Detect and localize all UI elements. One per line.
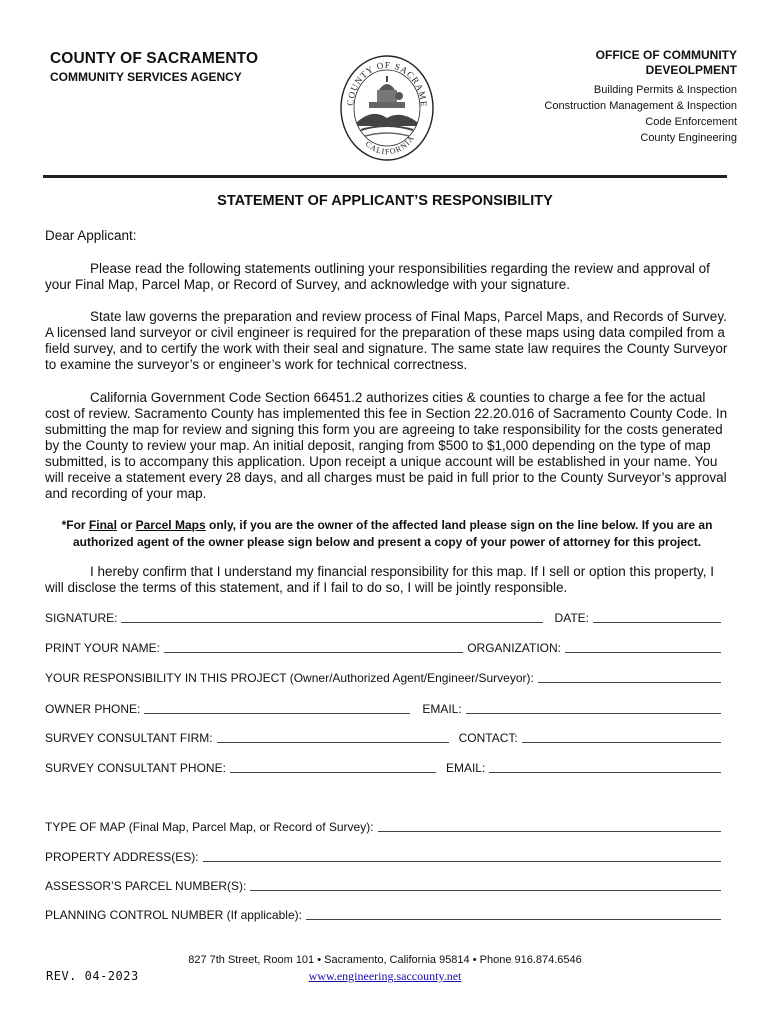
organization-field[interactable] [565,640,721,653]
note-or: or [116,518,136,532]
svg-text:CALIFORNIA [363,133,416,156]
planning-number-label: PLANNING CONTROL NUMBER (If applicable): [45,908,302,922]
responsibility-label: YOUR RESPONSIBILITY IN THIS PROJECT (Owner/Authorized Agent/Engineer/Surveyor): [45,671,534,685]
map-type-field[interactable] [378,819,721,832]
note-parcel-maps: Parcel Maps [135,518,206,532]
consultant-firm-row [45,730,725,745]
responsibility-row [45,670,725,685]
signature-label: SIGNATURE: [45,611,118,625]
note-prefix: *For [61,518,89,532]
department-item: County Engineering [640,132,737,144]
revision-label: REV. 04-2023 [46,969,139,983]
county-seal [339,52,435,162]
property-address-field[interactable] [203,849,721,862]
parcel-number-field[interactable] [250,878,721,891]
consultant-firm-label: SURVEY CONSULTANT FIRM: [45,731,213,745]
consultant-email-field[interactable] [489,760,721,773]
organization-label: ORGANIZATION: [467,641,561,655]
responsibility-field[interactable] [538,670,721,683]
office-title-line1: OFFICE OF COMMUNITY [595,48,737,62]
property-address-label: PROPERTY ADDRESS(ES): [45,850,199,864]
property-address-row [45,849,725,864]
footer-website-link[interactable]: www.engineering.saccounty.net [308,969,462,983]
document-title: STATEMENT OF APPLICANT’S RESPONSIBILITY [217,193,553,209]
department-list [477,82,737,146]
owner-email-field[interactable] [466,701,721,714]
paragraph-text: Please read the following statements outlining your responsibilities regarding the review and approval of your Final Map, Parcel Map, or Record of Survey, and acknowledge with your signature. [45,261,710,292]
county-name: COUNTY OF SACRAMENTO [50,50,259,67]
consultant-firm-field[interactable] [217,730,449,743]
department-item: Construction Management & Inspection [544,100,737,112]
seal-top-text: COUNTY OF SACRAME [344,59,430,108]
owner-signature-note [45,517,729,551]
email-label: EMAIL: [445,761,486,775]
name-row [45,640,725,655]
office-title-line2: DEVEOLPMENT [645,63,737,77]
agency-name: COMMUNITY SERVICES AGENCY [50,70,242,84]
parcel-number-row [45,878,725,893]
owner-phone-row [45,701,725,716]
note-rest: only, if you are the owner of the affected land please sign on the line below. If you are an authorized agent of the owner please sign below and present a copy of your power of attorney for this project. [72,518,713,549]
paragraph-state-law [45,309,729,373]
footer-address: 827 7th Street, Room 101 • Sacramento, California 95814 • Phone 916.874.6546 [188,954,582,966]
email-label: EMAIL: [422,702,462,716]
print-name-label: PRINT YOUR NAME: [45,641,160,655]
date-field[interactable] [593,610,721,623]
paragraph-intro [45,261,729,293]
consultant-phone-field[interactable] [230,760,436,773]
planning-number-field[interactable] [306,907,721,920]
header-divider [43,175,727,178]
consultant-phone-label: SURVEY CONSULTANT PHONE: [45,761,226,775]
confirmation-statement [45,564,729,596]
print-name-field[interactable] [164,640,463,653]
consultant-phone-row [45,760,725,775]
date-label: DATE: [554,611,589,625]
seal-bottom-text: CALIFORNIA [363,133,417,157]
parcel-number-label: ASSESSOR’S PARCEL NUMBER(S): [45,879,247,893]
note-final: Final [88,518,117,532]
contact-field[interactable] [522,730,721,743]
map-type-label: TYPE OF MAP (Final Map, Parcel Map, or Record of Survey): [45,820,374,834]
paragraph-text: State law governs the preparation and review process of Final Maps, Parcel Maps, and Records of Survey. A licensed land surveyor or civil engineer is required for the preparation of these maps using data compiled from a field survey, and to certify the work with their seal and signature. The same state law requires the County Surveyor to examine the surveyor’s or engineer’s work for technical correctness. [45,309,728,372]
planning-number-row [45,907,725,922]
signature-row [45,610,725,625]
department-item: Code Enforcement [645,116,737,128]
owner-phone-label: OWNER PHONE: [45,702,141,716]
confirmation-text: I hereby confirm that I understand my financial responsibility for this map. If I sell or option this property, I will disclose the terms of this statement, and if I fail to do so, I will be jointly responsible. [45,564,715,595]
owner-phone-field[interactable] [144,701,410,714]
contact-label: CONTACT: [458,731,518,745]
greeting: Dear Applicant: [45,228,137,243]
department-item: Building Permits & Inspection [593,84,737,96]
office-title [517,48,737,78]
signature-field[interactable] [121,610,542,623]
paragraph-text: California Government Code Section 66451.2 authorizes cities & counties to charge a fee for the actual cost of review. Sacramento County has implemented this fee in Section 22.20.016 of Sacramento County Code. In submitting the map for review and signing this form you are agreeing to take responsibility for the costs generated by the County to review your map. An initial deposit, ranging from $500 to $1,000 depending on the type of map submitted, is to accompany this application. Upon receipt a unique account will be established in your name. You will receive a statement every 28 days, and all charges must be paid in full prior to the County Surveyor’s approval and recording of your map. [45,390,728,501]
map-type-row [45,819,725,834]
paragraph-fees [45,390,729,502]
